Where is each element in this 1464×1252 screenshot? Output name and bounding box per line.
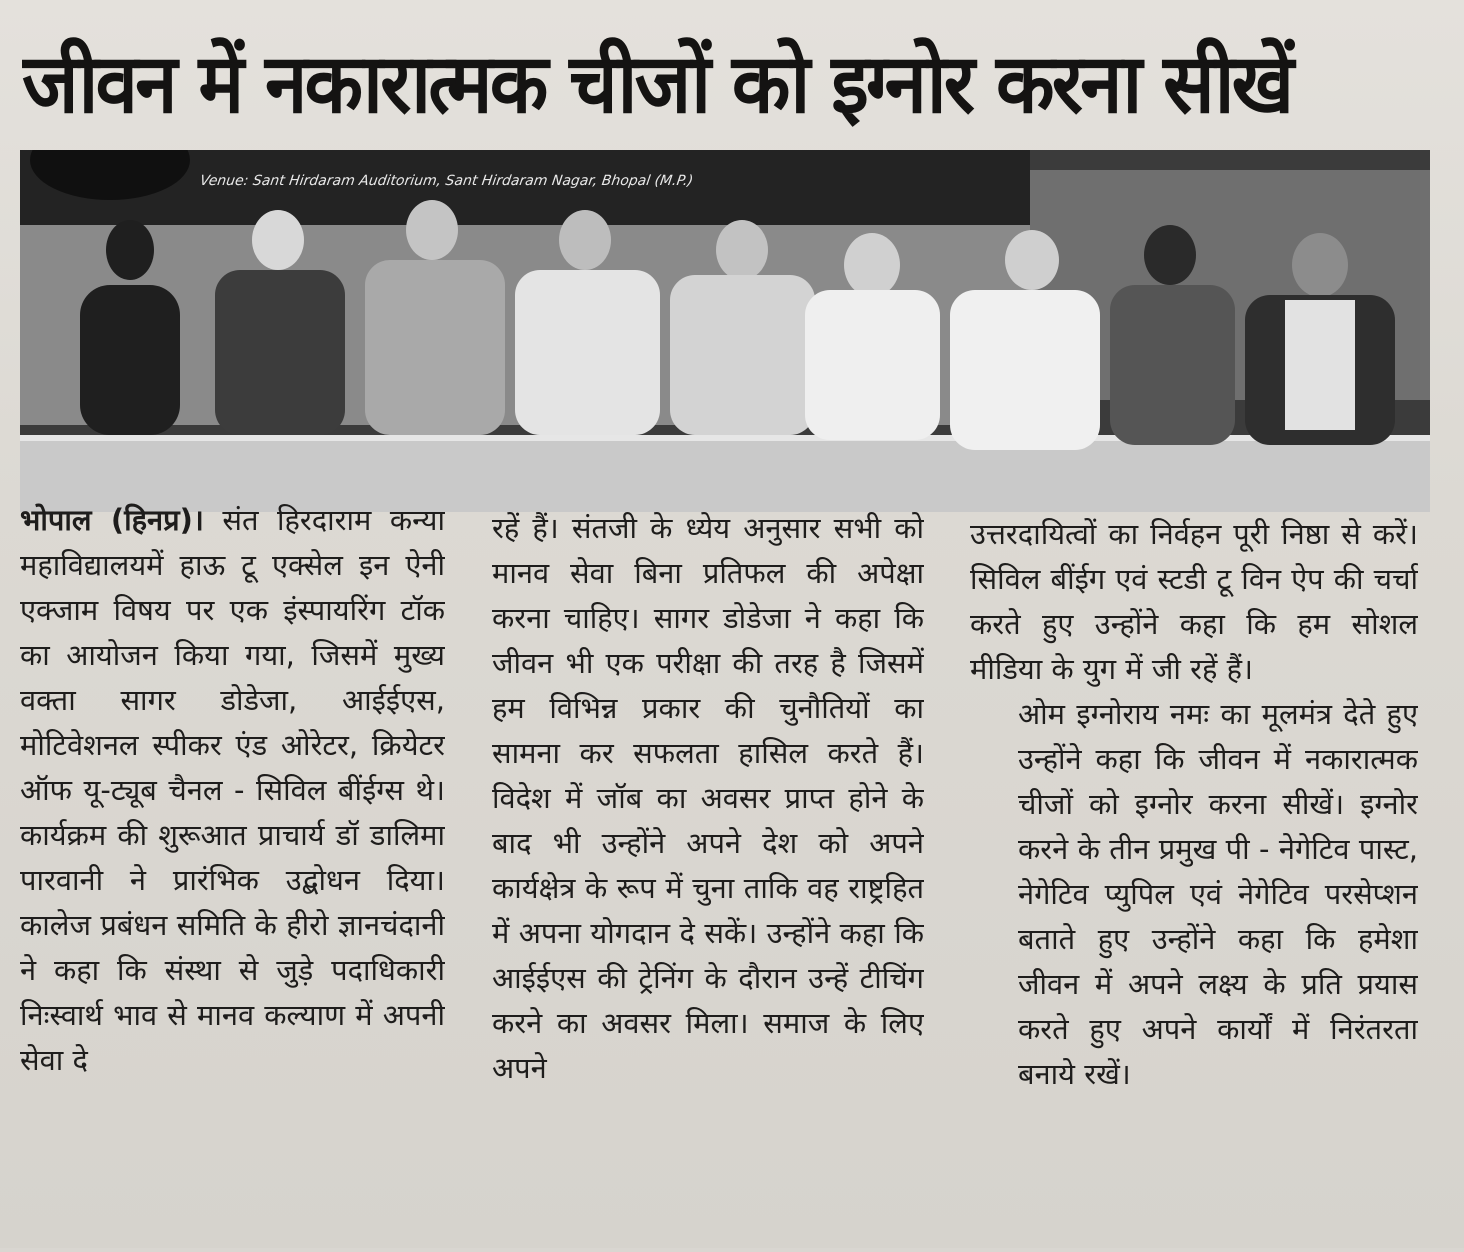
- column-1-text: संत हिरदाराम कन्या महाविद्यालयमें हाऊ टू एक्सेल इन ऐनी एक्जाम विषय पर एक इंस्पायरिंग टॉक का आयोजन किया गया, जिसमें मुख्य वक्ता सागर डोडेजा, आईईएस, मोटिवेशनल स्पीकर एंड ओरेटर, क्रियेटर ऑफ यू-ट्यूब चैनल - सिविल बींईग्स थे। कार्यक्रम की शुरूआत प्राचार्य डॉ डालिमा पारवानी ने प्रारंभिक उद्बोधन दिया। कालेज प्रबंधन समिति के हीरो ज्ञानचंदानी ने कहा कि संस्था से जुड़े पदाधिकारी निःस्वार्थ भाव से मानव कल्याण में अपनी सेवा दे: [20, 503, 445, 1077]
- photo-banner-text: Venue: Sant Hirdaram Auditorium, Sant Hirdaram Nagar, Bhopal (M.P.): [198, 173, 695, 189]
- article-column-1: [20, 498, 445, 1238]
- column-3-paragraph-2: ओम इग्नोराय नमः का मूलमंत्र देते हुए उन्होंने कहा कि जीवन में नकारात्मक चीजों को इग्नोर करना सीखें। इग्नोर करने के तीन प्रमुख पी - नेगेटिव पास्ट, नेगेटिव प्युपिल एवं नेगेटिव परसेप्शन बताते हुए उन्होंने कहा कि हमेशा जीवन में अपने लक्ष्य के प्रति प्रयास करते हुए अपने कार्यों में निरंतरता बनाये रखें।: [1018, 697, 1418, 1091]
- article-column-3: [970, 512, 1418, 1252]
- headline: जीवन में नकारात्मक चीजों को इग्नोर करना सीखें: [22, 37, 1292, 132]
- dateline: भोपाल (हिनप्र)।: [20, 503, 204, 537]
- article-column-2: [492, 506, 924, 1246]
- event-photo-graphic: [20, 150, 1430, 512]
- event-photo: [20, 150, 1430, 512]
- column-2-text: रहें हैं। संतजी के ध्येय अनुसार सभी को मानव सेवा बिना प्रतिफल की अपेक्षा करना चाहिए। सागर डोडेजा ने कहा कि जीवन भी एक परीक्षा की तरह है जिसमें हम विभिन्न प्रकार की चुनौतियों का सामना कर सफलता हासिल करते हैं। विदेश में जॉब का अवसर प्राप्त होने के बाद भी उन्होंने अपने देश को अपने कार्यक्षेत्र के रूप में चुना ताकि वह राष्ट्रहित में अपना योगदान दे सकें। उन्होंने कहा कि आईईएस की ट्रेनिंग के दौरान उन्हें टीचिंग करने का अवसर मिला। समाज के लिए अपने: [492, 511, 924, 1085]
- column-3-paragraph-1: उत्तरदायित्वों का निर्वहन पूरी निष्ठा से करें। सिविल बींईग एवं स्टडी टू विन ऐप की चर्चा करते हुए उन्होंने कहा कि हम सोशल मीडिया के युग में जी रहें हैं।: [970, 517, 1418, 686]
